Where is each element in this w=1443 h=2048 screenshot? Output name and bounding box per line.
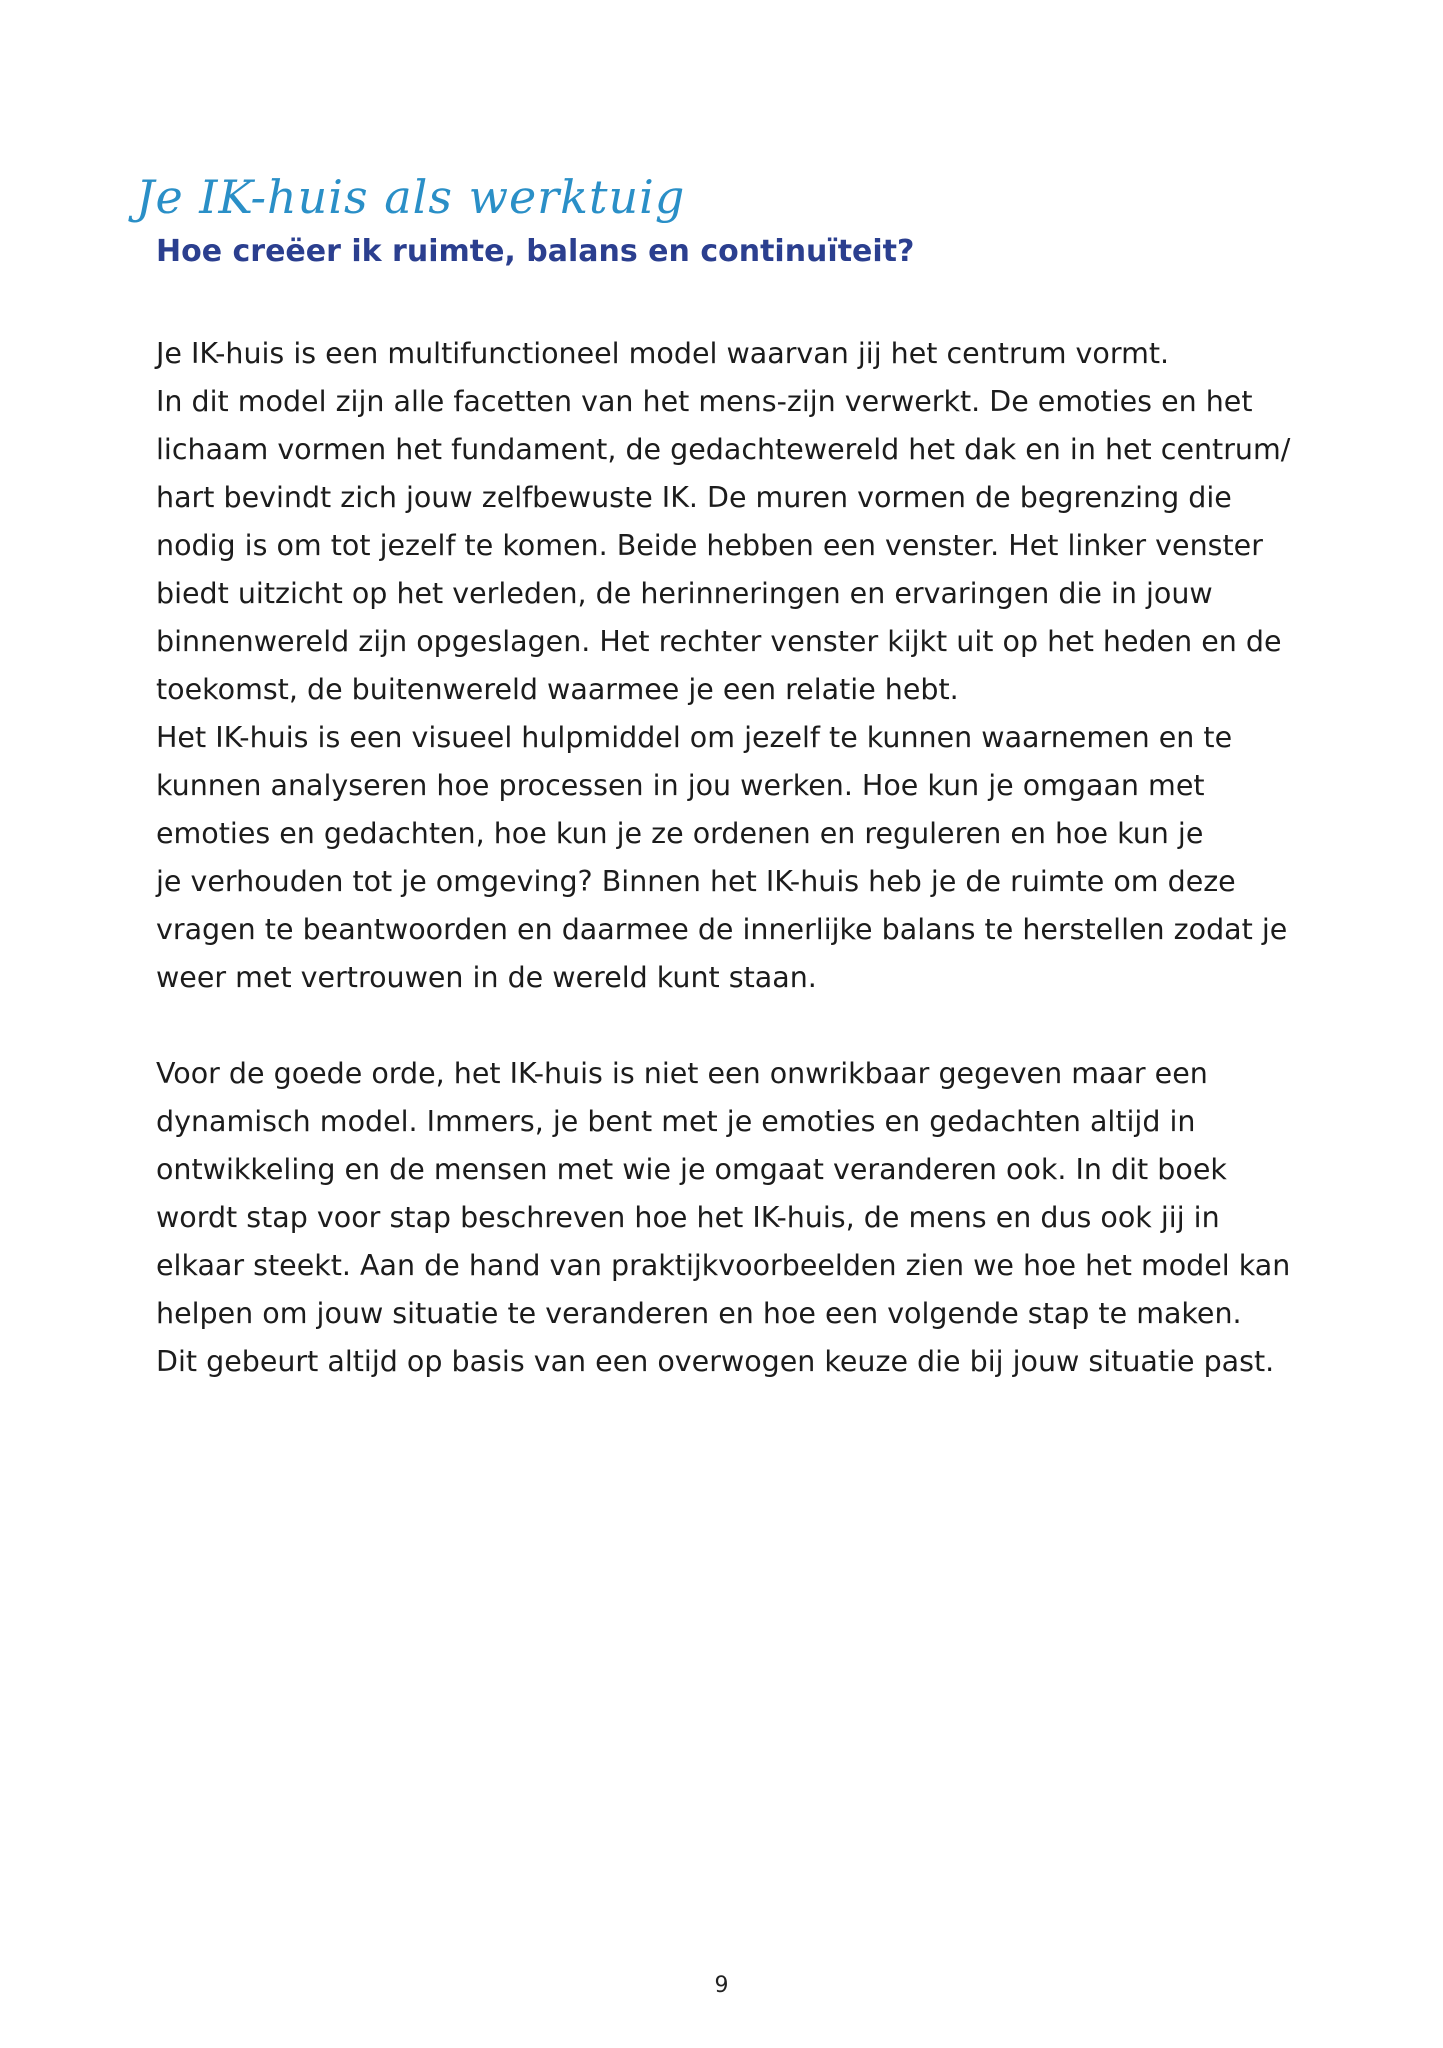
- text-line: nodig is om tot jezelf te komen. Beide hebben een venster. Het linker venster: [156, 529, 1263, 562]
- paragraph-1: [156, 330, 1326, 1002]
- page-subtitle: Hoe creëer ik ruimte, balans en continuïteit?: [156, 234, 915, 269]
- paragraph-2: [156, 1050, 1326, 1386]
- text-line: lichaam vormen het fundament, de gedachtewereld het dak en in het centrum/: [156, 433, 1291, 466]
- text-line: elkaar steekt. Aan de hand van praktijkvoorbeelden zien we hoe het model kan: [156, 1249, 1291, 1282]
- text-line: kunnen analyseren hoe processen in jou werken. Hoe kun je omgaan met: [156, 769, 1205, 802]
- text-line: dynamisch model. Immers, je bent met je emoties en gedachten altijd in: [156, 1105, 1196, 1138]
- text-line: toekomst, de buitenwereld waarmee je een relatie hebt.: [156, 673, 959, 706]
- text-line: emoties en gedachten, hoe kun je ze ordenen en reguleren en hoe kun je: [156, 817, 1204, 850]
- page-title: Je IK-huis als werktuig: [136, 170, 686, 224]
- text-line: weer met vertrouwen in de wereld kunt staan.: [156, 961, 817, 994]
- text-line: Voor de goede orde, het IK-huis is niet een onwrikbaar gegeven maar een: [156, 1057, 1208, 1090]
- text-line: Dit gebeurt altijd op basis van een overwogen keuze die bij jouw situatie past.: [156, 1345, 1275, 1378]
- text-line: ontwikkeling en de mensen met wie je omgaat veranderen ook. In dit boek: [156, 1153, 1227, 1186]
- text-line: biedt uitzicht op het verleden, de herinneringen en ervaringen die in jouw: [156, 577, 1213, 610]
- page-number: 9: [714, 1973, 729, 1998]
- text-line: binnenwereld zijn opgeslagen. Het rechter venster kijkt uit op het heden en de: [156, 625, 1282, 658]
- text-line: vragen te beantwoorden en daarmee de innerlijke balans te herstellen zodat je: [156, 913, 1288, 946]
- text-line: hart bevindt zich jouw zelfbewuste IK. De muren vormen de begrenzing die: [156, 481, 1232, 514]
- text-line: Je IK-huis is een multifunctioneel model waarvan jij het centrum vormt.: [156, 337, 1170, 370]
- text-line: Het IK-huis is een visueel hulpmiddel om jezelf te kunnen waarnemen en te: [156, 721, 1233, 754]
- text-line: wordt stap voor stap beschreven hoe het IK-huis, de mens en dus ook jij in: [156, 1201, 1220, 1234]
- text-line: helpen om jouw situatie te veranderen en hoe een volgende stap te maken.: [156, 1297, 1242, 1330]
- text-line: In dit model zijn alle facetten van het mens-zijn verwerkt. De emoties en het: [156, 385, 1253, 418]
- text-line: je verhouden tot je omgeving? Binnen het IK-huis heb je de ruimte om deze: [156, 865, 1236, 898]
